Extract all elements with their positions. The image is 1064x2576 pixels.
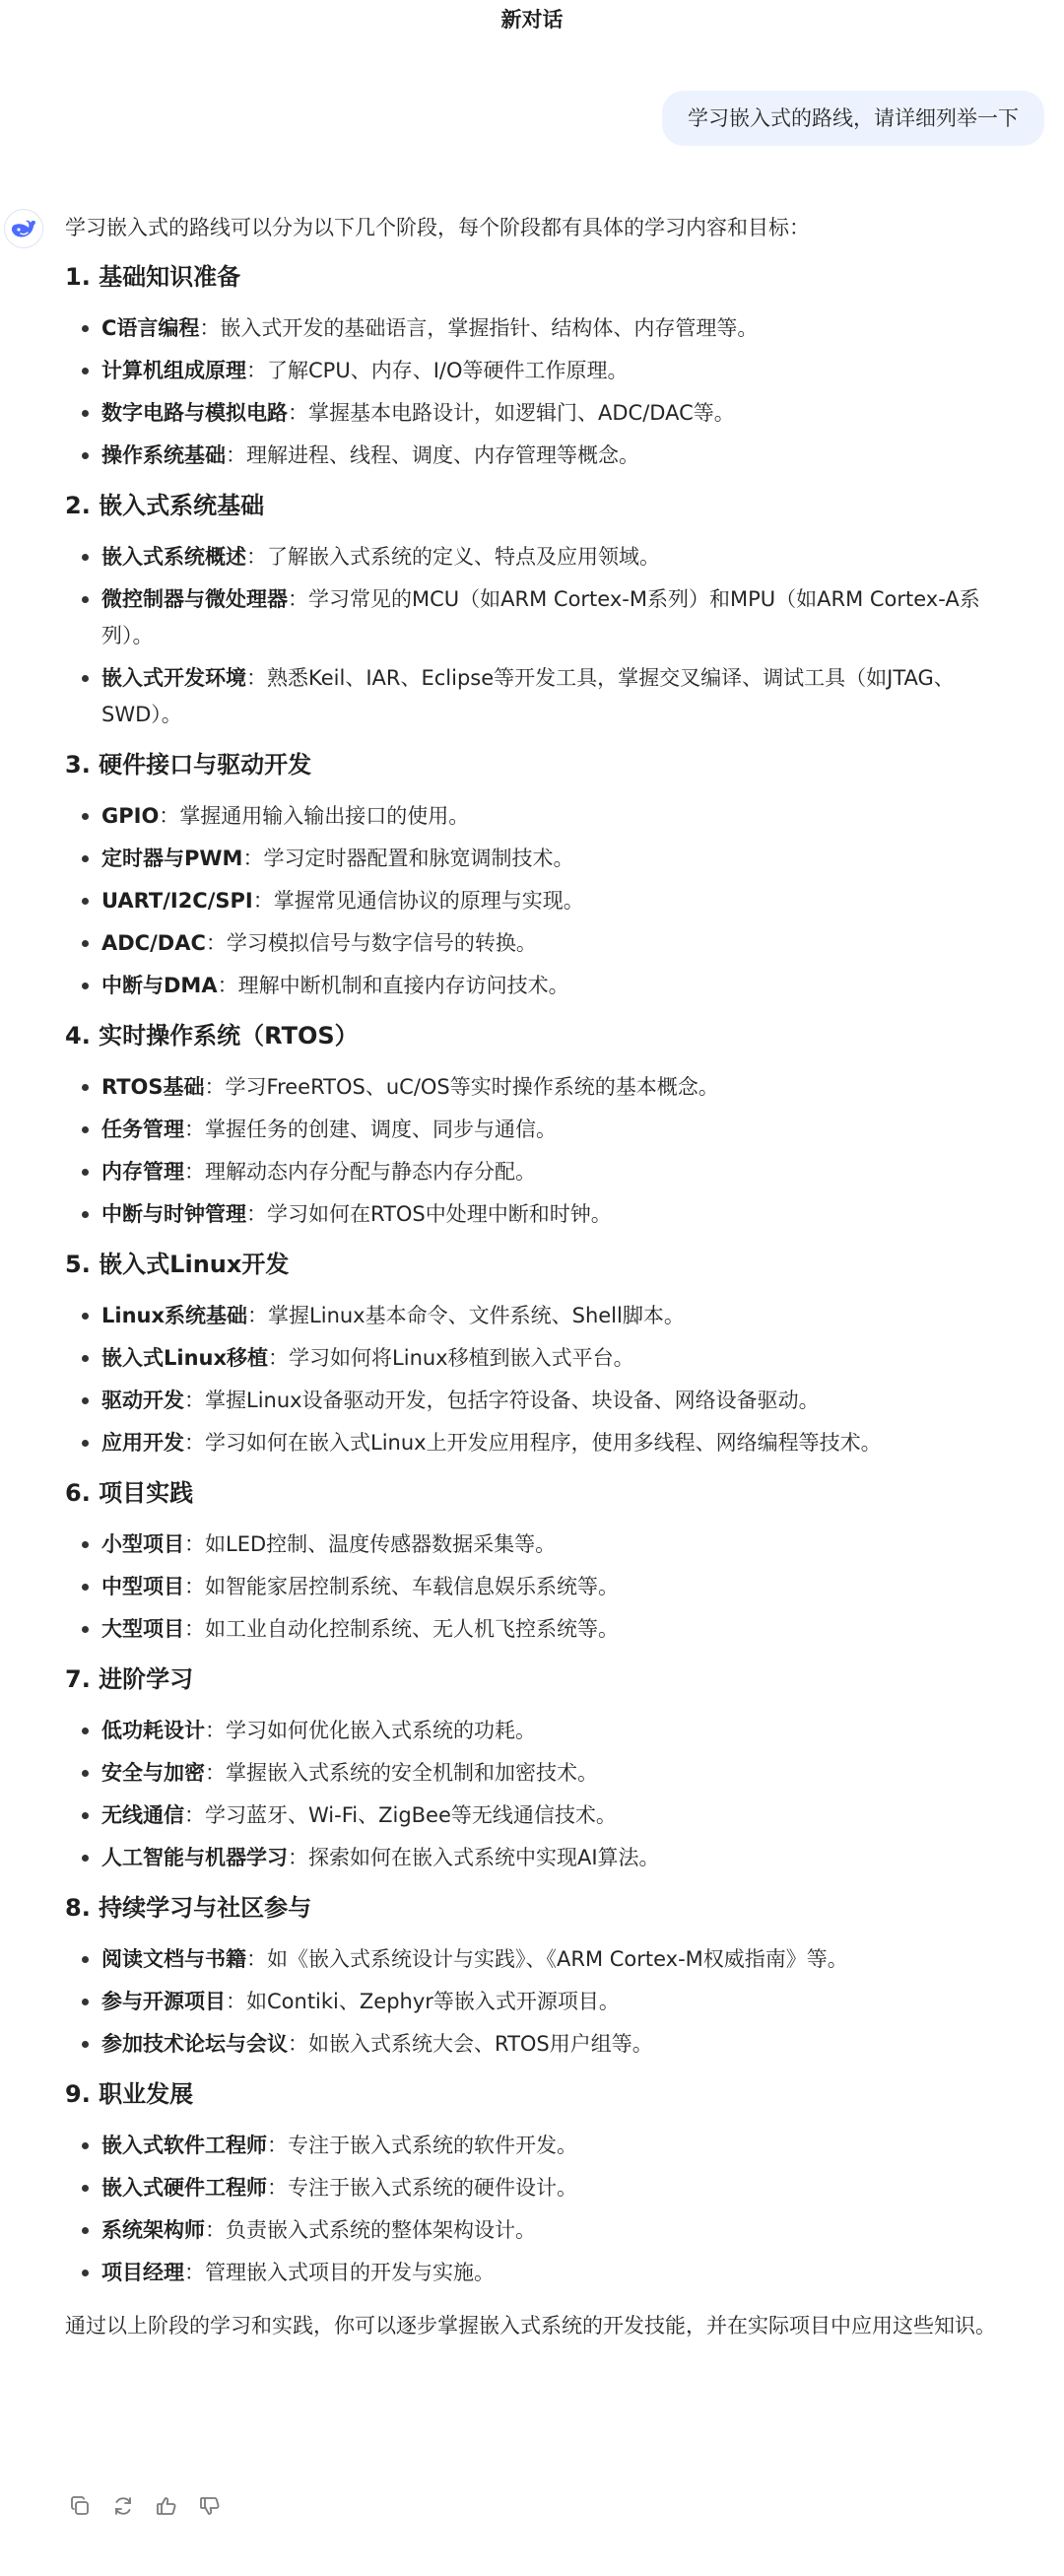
whale-logo-icon <box>10 216 37 241</box>
section-title: 2. 嵌入式系统基础 <box>65 492 265 519</box>
list-item-description: ：掌握常见通信协议的原理与实现。 <box>252 889 584 913</box>
list-item-term: GPIO <box>101 804 160 828</box>
list-item-description: ：管理嵌入式项目的开发与实施。 <box>184 2261 495 2284</box>
list-item-description: ：专注于嵌入式系统的硬件设计。 <box>267 2176 577 2200</box>
list-item-description: ：了解CPU、内存、I/O等硬件工作原理。 <box>246 359 629 382</box>
list-item-description: ：如工业自动化控制系统、无人机飞控系统等。 <box>184 1617 619 1641</box>
list-item-description: ：如嵌入式系统大会、RTOS用户组等。 <box>288 2032 653 2056</box>
list-item <box>65 1151 1011 1193</box>
list-item-description: ：如Contiki、Zephyr等嵌入式开源项目。 <box>226 1990 620 2013</box>
section-list <box>65 1295 1011 1464</box>
list-item-term: Linux系统基础 <box>101 1304 248 1327</box>
list-item-term: 定时器与PWM <box>101 847 243 870</box>
list-item <box>65 307 1011 350</box>
list-item-description: ：了解嵌入式系统的定义、特点及应用领域。 <box>246 545 660 569</box>
list-item-term: 人工智能与机器学习 <box>101 1846 288 1869</box>
list-item-term: 中型项目 <box>101 1575 184 1598</box>
list-item-description: ：学习FreeRTOS、uC/OS等实时操作系统的基本概念。 <box>204 1075 719 1099</box>
section-list <box>65 2125 1011 2294</box>
list-item <box>65 2023 1011 2066</box>
section-title: 8. 持续学习与社区参与 <box>65 1894 312 1922</box>
list-item-description: ：理解进程、线程、调度、内存管理等概念。 <box>226 443 639 467</box>
list-item-term: 参与开源项目 <box>101 1990 226 2013</box>
list-item-description: ：学习蓝牙、Wi-Fi、ZigBee等无线通信技术。 <box>184 1803 617 1827</box>
list-item-term: 无线通信 <box>101 1803 184 1827</box>
user-message-bubble: 学习嵌入式的路线，请详细列举一下 <box>662 91 1044 146</box>
list-item <box>65 2167 1011 2209</box>
list-item <box>65 838 1011 880</box>
assistant-answer <box>65 207 1011 2347</box>
regenerate-icon <box>111 2494 135 2518</box>
list-item-term: 操作系统基础 <box>101 443 226 467</box>
list-item-term: 嵌入式开发环境 <box>101 666 246 690</box>
list-item-term: 嵌入式系统概述 <box>101 545 246 569</box>
list-item-term: 低功耗设计 <box>101 1719 205 1742</box>
list-item-description: ：专注于嵌入式系统的软件开发。 <box>267 2134 577 2157</box>
list-item <box>65 1422 1011 1464</box>
list-item <box>65 1752 1011 1795</box>
section-title: 6. 项目实践 <box>65 1479 194 1507</box>
list-item <box>65 965 1011 1007</box>
page-title: 新对话 <box>500 8 564 32</box>
section-title: 4. 实时操作系统（RTOS） <box>65 1022 359 1050</box>
section-list <box>65 1524 1011 1651</box>
list-item <box>65 1066 1011 1109</box>
list-item <box>65 1981 1011 2023</box>
list-item-term: 大型项目 <box>101 1617 184 1641</box>
list-item <box>65 1938 1011 1981</box>
list-item <box>65 1524 1011 1566</box>
list-item-term: 参加技术论坛与会议 <box>101 2032 288 2056</box>
list-item <box>65 2252 1011 2294</box>
list-item-term: ADC/DAC <box>101 931 206 955</box>
list-item-description: ：掌握Linux基本命令、文件系统、Shell脚本。 <box>247 1304 685 1327</box>
list-item <box>65 1295 1011 1337</box>
list-item <box>65 435 1011 477</box>
section-list <box>65 307 1011 477</box>
list-item-term: 中断与时钟管理 <box>101 1202 246 1226</box>
list-item-description: ：学习如何在嵌入式Linux上开发应用程序，使用多线程、网络编程等技术。 <box>184 1431 882 1455</box>
list-item-description: ：嵌入式开发的基础语言，掌握指针、结构体、内存管理等。 <box>199 316 759 340</box>
list-item <box>65 578 1011 657</box>
thumbs-up-icon <box>155 2494 178 2518</box>
list-item-term: 安全与加密 <box>101 1761 205 1785</box>
list-item <box>65 657 1011 736</box>
list-item-description: ：掌握基本电路设计，如逻辑门、ADC/DAC等。 <box>288 401 735 425</box>
list-item <box>65 1566 1011 1608</box>
list-item <box>65 922 1011 965</box>
list-item-description: ：学习常见的MCU（如ARM Cortex-M系列）和MPU（如ARM Cortex-A系列）。 <box>101 587 980 647</box>
list-item-description: ：掌握通用输入输出接口的使用。 <box>159 804 470 828</box>
list-item <box>65 1193 1011 1236</box>
list-item-term: 微控制器与微处理器 <box>101 587 288 611</box>
section-title: 5. 嵌入式Linux开发 <box>65 1251 290 1278</box>
list-item-term: 嵌入式Linux移植 <box>101 1346 269 1370</box>
section-title: 3. 硬件接口与驱动开发 <box>65 751 312 779</box>
list-item <box>65 880 1011 922</box>
list-item-description: ：学习如何在RTOS中处理中断和时钟。 <box>246 1202 612 1226</box>
list-item-description: ：探索如何在嵌入式系统中实现AI算法。 <box>288 1846 660 1869</box>
section-list <box>65 536 1011 736</box>
list-item-term: 阅读文档与书籍 <box>101 1947 246 1971</box>
list-item-term: 嵌入式软件工程师 <box>101 2134 267 2157</box>
list-item-description: ：学习定时器配置和脉宽调制技术。 <box>242 847 574 870</box>
list-item <box>65 795 1011 838</box>
list-item-term: 嵌入式硬件工程师 <box>101 2176 267 2200</box>
like-button[interactable] <box>152 2491 181 2521</box>
list-item <box>65 2209 1011 2252</box>
list-item-term: 系统架构师 <box>101 2218 205 2242</box>
list-item-description: ：学习如何将Linux移植到嵌入式平台。 <box>268 1346 634 1370</box>
list-item-term: 计算机组成原理 <box>101 359 246 382</box>
list-item-term: 内存管理 <box>101 1160 184 1184</box>
list-item-description: ：掌握Linux设备驱动开发，包括字符设备、块设备、网络设备驱动。 <box>184 1389 820 1412</box>
message-actions <box>65 2491 225 2527</box>
dislike-button[interactable] <box>195 2491 225 2521</box>
list-item <box>65 1109 1011 1151</box>
list-item-term: UART/I2C/SPI <box>101 889 253 913</box>
list-item-term: 项目经理 <box>101 2261 184 2284</box>
list-item <box>65 1380 1011 1422</box>
list-item-description: ：掌握任务的创建、调度、同步与通信。 <box>184 1118 557 1141</box>
list-item-term: RTOS基础 <box>101 1075 205 1099</box>
section-list <box>65 1710 1011 1879</box>
list-item-term: 数字电路与模拟电路 <box>101 401 288 425</box>
list-item-description: ：学习如何优化嵌入式系统的功耗。 <box>205 1719 536 1742</box>
list-item <box>65 1337 1011 1380</box>
list-item-description: ：如LED控制、温度传感器数据采集等。 <box>184 1532 557 1556</box>
thumbs-down-icon <box>198 2494 222 2518</box>
section-list <box>65 1938 1011 2066</box>
list-item <box>65 1710 1011 1752</box>
section-list <box>65 1066 1011 1236</box>
list-item <box>65 1837 1011 1879</box>
list-item <box>65 1795 1011 1837</box>
list-item-description: ：负责嵌入式系统的整体架构设计。 <box>205 2218 536 2242</box>
list-item-description: ：理解中断机制和直接内存访问技术。 <box>217 974 569 997</box>
list-item <box>65 392 1011 435</box>
list-item <box>65 2125 1011 2167</box>
list-item-term: 任务管理 <box>101 1118 184 1141</box>
section-title: 7. 进阶学习 <box>65 1665 194 1693</box>
list-item-description: ：熟悉Keil、IAR、Eclipse等开发工具，掌握交叉编译、调试工具（如JTAG、SWD）。 <box>101 666 955 726</box>
list-item <box>65 350 1011 392</box>
assistant-avatar <box>4 209 43 248</box>
list-item-term: 驱动开发 <box>101 1389 184 1412</box>
list-item <box>65 536 1011 578</box>
list-item-description: ：理解动态内存分配与静态内存分配。 <box>184 1160 536 1184</box>
regenerate-button[interactable] <box>108 2491 138 2521</box>
copy-button[interactable] <box>65 2491 95 2521</box>
list-item-term: 小型项目 <box>101 1532 184 1556</box>
answer-conclusion: 通过以上阶段的学习和实践，你可以逐步掌握嵌入式系统的开发技能，并在实际项目中应用这些知识。 <box>65 2314 996 2338</box>
list-item-description: ：掌握嵌入式系统的安全机制和加密技术。 <box>205 1761 598 1785</box>
section-title: 1. 基础知识准备 <box>65 263 241 291</box>
list-item-term: 中断与DMA <box>101 974 218 997</box>
answer-intro: 学习嵌入式的路线可以分为以下几个阶段，每个阶段都有具体的学习内容和目标： <box>65 216 810 239</box>
list-item-term: C语言编程 <box>101 316 200 340</box>
copy-icon <box>68 2494 92 2518</box>
list-item-description: ：如智能家居控制系统、车载信息娱乐系统等。 <box>184 1575 619 1598</box>
list-item-description: ：如《嵌入式系统设计与实践》、《ARM Cortex-M权威指南》等。 <box>246 1947 848 1971</box>
list-item-description: ：学习模拟信号与数字信号的转换。 <box>205 931 537 955</box>
section-list <box>65 795 1011 1007</box>
list-item <box>65 1608 1011 1651</box>
section-title: 9. 职业发展 <box>65 2080 194 2108</box>
list-item-term: 应用开发 <box>101 1431 184 1455</box>
